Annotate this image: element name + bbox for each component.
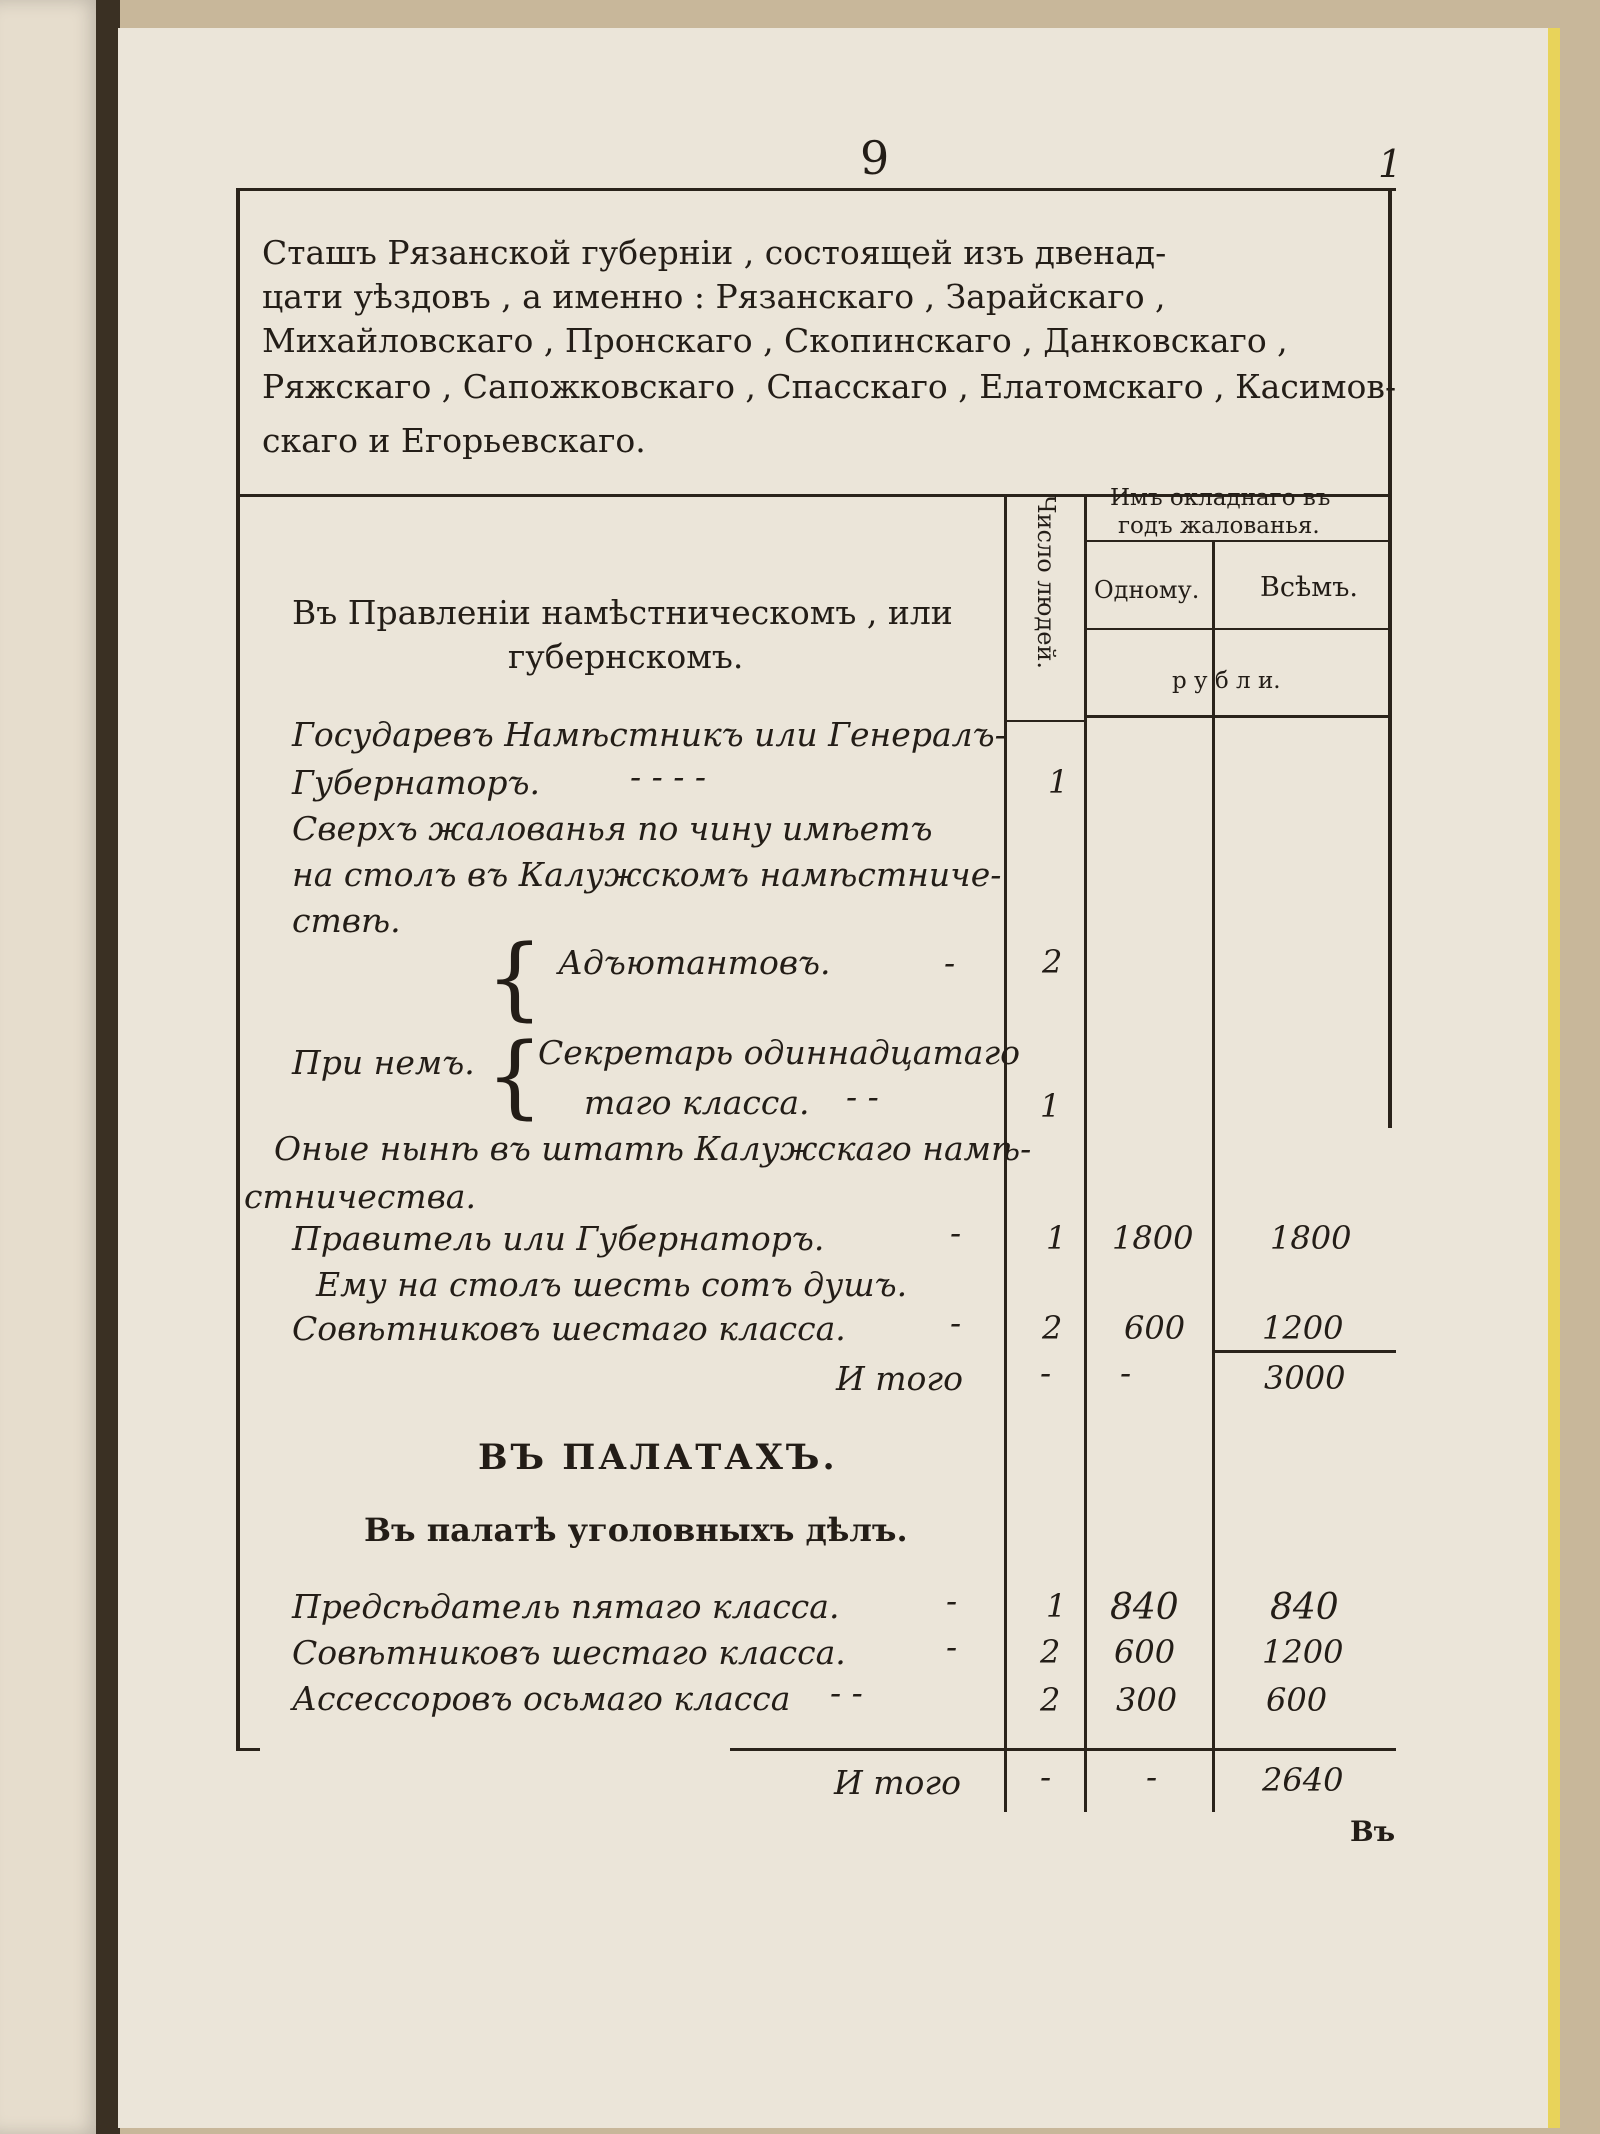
- to-all-header: Всѣмъ.: [1260, 572, 1359, 603]
- title-line-2: цати уѣздовъ , а именно : Рязанскаго , Зарайскаго ,: [262, 277, 1166, 316]
- total2-all: 2640: [1262, 1761, 1344, 1799]
- row-text: Ему на столъ шесть сотъ душъ.: [316, 1265, 908, 1304]
- row-text: Адъютантовъ.: [558, 943, 831, 982]
- unit-header: р у б л и.: [1172, 668, 1281, 694]
- count-header-rule: [1004, 720, 1084, 722]
- brace-icon: {: [486, 1024, 544, 1129]
- total1-label: И того: [836, 1359, 963, 1398]
- row-text: Сверхъ жалованья по чину имѣетъ: [292, 809, 933, 848]
- catchword: Въ: [1350, 1815, 1396, 1848]
- corner-mark: 1: [1378, 142, 1403, 186]
- title-line-5: скаго и Егорьевскаго.: [262, 421, 646, 460]
- book-gutter: [96, 0, 120, 2134]
- row-text: Секретарь одиннадцатаго: [538, 1033, 1020, 1072]
- title-line-3: Михайловскаго , Пронскаго , Скопинскаго , Данковскаго ,: [262, 321, 1288, 360]
- total2-label: И того: [834, 1763, 961, 1802]
- salary-header-line-1: Имъ окладнаго въ: [1110, 485, 1331, 511]
- row-text: на столъ въ Калужскомъ намѣстниче-: [292, 855, 1002, 894]
- row-count: 2: [1040, 1633, 1061, 1671]
- row-text: При немъ.: [292, 1043, 475, 1082]
- row-dashes: -: [946, 1627, 958, 1666]
- title-line-4: Ряжскаго , Сапожковскаго , Спасскаго , Елатомскаго , Касимов-: [262, 367, 1397, 406]
- row-per-one: 840: [1110, 1587, 1179, 1628]
- row-text: таго класса.: [584, 1083, 810, 1122]
- row-text: ствѣ.: [292, 901, 401, 940]
- row-text: Совѣтниковъ шестаго класса.: [292, 1633, 846, 1672]
- row-to-all: 1800: [1270, 1219, 1352, 1257]
- row-text: Совѣтниковъ шестаго класса.: [292, 1309, 846, 1348]
- row-to-all: 600: [1266, 1681, 1328, 1719]
- row-text: Предсѣдатель пятаго класса.: [292, 1587, 840, 1626]
- row-to-all: 1200: [1262, 1633, 1344, 1671]
- row-text: Государевъ Намѣстникъ или Генералъ-: [292, 715, 1006, 754]
- salary-group-rule: [1084, 540, 1388, 542]
- row-per-one: 1800: [1112, 1219, 1194, 1257]
- row-text: Оные нынѣ въ штатѣ Калужскаго намѣ-: [274, 1129, 1032, 1168]
- total2-rule: [730, 1748, 1396, 1751]
- total1-rule: [1212, 1350, 1396, 1353]
- row-per-one: 300: [1116, 1681, 1178, 1719]
- section2-heading: ВЪ ПАЛАТАХЪ.: [478, 1437, 838, 1478]
- per-one-header: Одному.: [1094, 576, 1200, 604]
- row-text: стничества.: [244, 1177, 476, 1216]
- row-dashes: -: [950, 1213, 962, 1252]
- row-to-all: 1200: [1262, 1309, 1344, 1347]
- row-count: 1: [1040, 1087, 1061, 1125]
- row-dashes: -: [950, 1303, 962, 1342]
- total1-dash: -: [1040, 1353, 1052, 1392]
- row-count: 1: [1046, 1219, 1067, 1257]
- row-count: 2: [1042, 943, 1063, 981]
- row-text: Ассессоровъ осьмаго класса: [292, 1679, 791, 1718]
- row-text: Губернаторъ.: [292, 763, 540, 802]
- row-dashes: - - - -: [630, 757, 707, 796]
- to-all-col-rule: [1212, 540, 1215, 1812]
- row-count: 1: [1048, 763, 1069, 801]
- top-rule: [236, 188, 1396, 191]
- left-frame-rule: [236, 188, 240, 1750]
- left-page-edge: [0, 0, 105, 2134]
- row-dashes: -: [946, 1581, 958, 1620]
- row-dashes: - -: [846, 1077, 879, 1116]
- per-one-col-rule: [1084, 494, 1087, 1812]
- row-count: 2: [1040, 1681, 1061, 1719]
- row-dashes: -: [944, 943, 956, 982]
- right-frame-rule: [1388, 188, 1392, 1128]
- brace-icon: {: [486, 926, 544, 1031]
- count-column-header: Число людей.: [1032, 495, 1060, 670]
- row-text: Правитель или Губернаторъ.: [292, 1219, 825, 1258]
- unit-rule: [1084, 628, 1388, 630]
- total2-dash: -: [1040, 1757, 1052, 1796]
- salary-header-line-2: годъ жалованья.: [1118, 513, 1320, 539]
- row-count: 1: [1046, 1587, 1067, 1625]
- total1-all: 3000: [1264, 1359, 1346, 1397]
- total1-dash: -: [1120, 1353, 1132, 1392]
- total2-dash: -: [1146, 1757, 1158, 1796]
- row-dashes: - -: [830, 1673, 863, 1712]
- section2-subheading: Въ палатѣ уголовныхъ дѣлъ.: [364, 1511, 908, 1549]
- title-line-1: Сташъ Рязанской губернiи , состоящей изъ двенад-: [262, 233, 1167, 272]
- row-per-one: 600: [1124, 1309, 1186, 1347]
- row-per-one: 600: [1114, 1633, 1176, 1671]
- section1-heading-line-2: губернскомъ.: [508, 637, 744, 676]
- row-to-all: 840: [1270, 1587, 1339, 1628]
- bottom-left-tick: [236, 1748, 260, 1751]
- header-bottom-rule: [1084, 715, 1388, 718]
- row-count: 2: [1042, 1309, 1063, 1347]
- page-number: 9: [860, 131, 890, 185]
- section1-heading-line-1: Въ Правленiи намѣстническомъ , или: [292, 593, 953, 632]
